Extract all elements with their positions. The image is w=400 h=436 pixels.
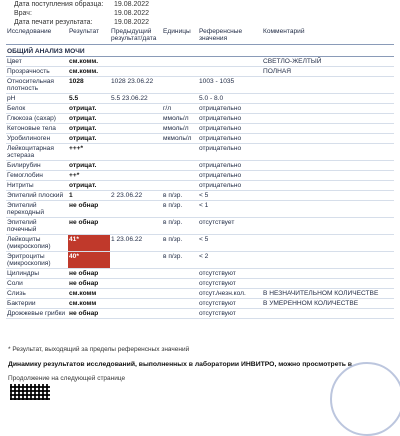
result-value: не обнар (68, 279, 110, 289)
comment (262, 104, 394, 114)
table-row (6, 289, 394, 299)
reference-range: отсутствуют (198, 309, 262, 319)
reference-range: отсут./незн.кол. (198, 289, 262, 299)
previous-result: 2 23.06.22 (110, 191, 162, 201)
previous-result (110, 124, 162, 134)
units: в п/зр. (162, 201, 198, 218)
units (162, 67, 198, 77)
header-row (14, 9, 149, 18)
previous-result (110, 144, 162, 161)
test-name: pH (6, 94, 68, 104)
comment (262, 218, 394, 235)
table-row (6, 161, 394, 171)
result-value: 1028 (68, 77, 110, 94)
reference-range: отрицательно (198, 181, 262, 191)
table-row (6, 104, 394, 114)
units (162, 144, 198, 161)
reference-range: отрицательно (198, 171, 262, 181)
header-value: 19.08.2022 (114, 1, 150, 8)
table-row (6, 171, 394, 181)
previous-result (110, 171, 162, 181)
table-row (6, 218, 394, 235)
col-header-units: Единицы (162, 26, 198, 45)
reference-range (198, 67, 262, 77)
header-label: Дата печати результата: (14, 19, 93, 26)
header-label: Дата поступления образца: (14, 1, 104, 8)
test-name: Бактерии (6, 299, 68, 309)
test-name: Эпителий переходный (6, 201, 68, 218)
table-row (6, 114, 394, 124)
reference-range: отсутствуют (198, 279, 262, 289)
test-name: Цвет (6, 57, 68, 67)
section-title-row (6, 45, 394, 57)
units: в п/зр. (162, 235, 198, 252)
reference-range: отрицательно (198, 114, 262, 124)
units: ммоль/л (162, 114, 198, 124)
result-value: отрицат. (68, 104, 110, 114)
test-name: Относительная плотность (6, 77, 68, 94)
units (162, 94, 198, 104)
units (162, 269, 198, 279)
dynamics-note: Динамику результатов исследований, выполненных в лаборатории ИНВИТРО, можно просмотреть в (8, 361, 352, 368)
units (162, 309, 198, 319)
reference-range: отсутствуют (198, 299, 262, 309)
test-name: Глюкоза (сахар) (6, 114, 68, 124)
previous-result (110, 161, 162, 171)
result-value: ++* (68, 171, 110, 181)
table-row (6, 67, 394, 77)
comment (262, 94, 394, 104)
result-value: см.комм (68, 289, 110, 299)
comment: В УМЕРЕННОМ КОЛИЧЕСТВЕ (262, 299, 394, 309)
comment: СВЕТЛО-ЖЕЛТЫЙ (262, 57, 394, 67)
table-row (6, 299, 394, 309)
result-value: см.комм. (68, 67, 110, 77)
previous-result (110, 269, 162, 279)
previous-result (110, 218, 162, 235)
results-table (6, 26, 394, 319)
result-value: см.комм. (68, 57, 110, 67)
comment (262, 279, 394, 289)
result-value: см.комм (68, 299, 110, 309)
test-name: Билирубин (6, 161, 68, 171)
comment (262, 309, 394, 319)
comment (262, 171, 394, 181)
units (162, 299, 198, 309)
comment (262, 114, 394, 124)
table-row (6, 235, 394, 252)
previous-result (110, 252, 162, 269)
report-header (14, 0, 149, 27)
previous-result (110, 201, 162, 218)
comment (262, 124, 394, 134)
table-row (6, 144, 394, 161)
comment (262, 191, 394, 201)
reference-range: отсутствуют (198, 269, 262, 279)
test-name: Слизь (6, 289, 68, 299)
units (162, 171, 198, 181)
units: г/л (162, 104, 198, 114)
reference-range: < 2 (198, 252, 262, 269)
test-name: Эпителий почечный (6, 218, 68, 235)
previous-result (110, 289, 162, 299)
comment (262, 77, 394, 94)
table-row (6, 124, 394, 134)
reference-range: отрицательно (198, 104, 262, 114)
reference-range: < 5 (198, 235, 262, 252)
footnote: * Результат, выходящий за пределы референсных значений (8, 346, 190, 353)
table-row (6, 134, 394, 144)
test-name: Белок (6, 104, 68, 114)
col-header-test: Исследование (6, 26, 68, 45)
units (162, 57, 198, 67)
result-value: отрицат. (68, 181, 110, 191)
reference-range (198, 57, 262, 67)
test-name: Уробилиноген (6, 134, 68, 144)
reference-range: отрицательно (198, 124, 262, 134)
previous-result (110, 57, 162, 67)
units (162, 289, 198, 299)
table-row (6, 269, 394, 279)
header-row (14, 0, 149, 9)
section-title: ОБЩИЙ АНАЛИЗ МОЧИ (6, 45, 394, 57)
header-value: 19.08.2022 (114, 19, 150, 26)
result-value: не обнар (68, 218, 110, 235)
comment (262, 235, 394, 252)
test-name: Эпителий плоский (6, 191, 68, 201)
comment (262, 161, 394, 171)
result-value: не обнар (68, 309, 110, 319)
table-row (6, 201, 394, 218)
comment (262, 144, 394, 161)
header-value: 19.08.2022 (114, 10, 150, 17)
reference-range: отрицательно (198, 161, 262, 171)
col-header-comment: Комментарий (262, 26, 394, 45)
col-header-result: Результат (68, 26, 110, 45)
units: в п/зр. (162, 252, 198, 269)
table-row (6, 57, 394, 67)
table-row (6, 252, 394, 269)
result-value: 1 (68, 191, 110, 201)
comment (262, 201, 394, 218)
qr-code (10, 384, 50, 400)
units: ммоль/л (162, 124, 198, 134)
table-row (6, 309, 394, 319)
comment (262, 269, 394, 279)
previous-result (110, 181, 162, 191)
reference-range: отрицательно (198, 144, 262, 161)
previous-result (110, 67, 162, 77)
test-name: Нитриты (6, 181, 68, 191)
comment (262, 134, 394, 144)
test-name: Гемоглобин (6, 171, 68, 181)
test-name: Лейкоциты (микроскопия) (6, 235, 68, 252)
lab-stamp (330, 362, 400, 436)
units: в п/зр. (162, 218, 198, 235)
table-header-row (6, 26, 394, 45)
result-value: +++* (68, 144, 110, 161)
table-row (6, 191, 394, 201)
test-name: Соли (6, 279, 68, 289)
comment (262, 252, 394, 269)
table-row (6, 94, 394, 104)
test-name: Кетоновые тела (6, 124, 68, 134)
comment: ПОЛНАЯ (262, 67, 394, 77)
previous-result: 1 23.06.22 (110, 235, 162, 252)
reference-range: отсутствует (198, 218, 262, 235)
previous-result: 1028 23.06.22 (110, 77, 162, 94)
previous-result (110, 309, 162, 319)
result-value: не обнар (68, 269, 110, 279)
test-name: Прозрачность (6, 67, 68, 77)
test-name: Цилиндры (6, 269, 68, 279)
col-header-previous: Предыдущий результат/дата (110, 26, 162, 45)
reference-range: отрицательно (198, 134, 262, 144)
result-value: отрицат. (68, 124, 110, 134)
result-value: 5.5 (68, 94, 110, 104)
reference-range: 5.0 - 8.0 (198, 94, 262, 104)
continued-note: Продолжение на следующей странице (8, 375, 126, 382)
comment: В НЕЗНАЧИТЕЛЬНОМ КОЛИЧЕСТВЕ (262, 289, 394, 299)
units: мкмоль/л (162, 134, 198, 144)
result-value: 41* (68, 235, 110, 252)
result-value: отрицат. (68, 114, 110, 124)
units: в п/зр. (162, 191, 198, 201)
units (162, 181, 198, 191)
result-value: отрицат. (68, 134, 110, 144)
previous-result (110, 104, 162, 114)
units (162, 77, 198, 94)
result-value: отрицат. (68, 161, 110, 171)
result-value: 40* (68, 252, 110, 269)
table-row (6, 279, 394, 289)
table-row (6, 181, 394, 191)
reference-range: < 5 (198, 191, 262, 201)
previous-result (110, 279, 162, 289)
table-row (6, 77, 394, 94)
header-label: Врач: (14, 10, 32, 17)
previous-result (110, 299, 162, 309)
comment (262, 181, 394, 191)
previous-result (110, 134, 162, 144)
previous-result: 5.5 23.06.22 (110, 94, 162, 104)
result-value: не обнар (68, 201, 110, 218)
col-header-reference: Референсные значения (198, 26, 262, 45)
test-name: Дрожжевые грибки (6, 309, 68, 319)
test-name: Эритроциты (микроскопия) (6, 252, 68, 269)
previous-result (110, 114, 162, 124)
reference-range: < 1 (198, 201, 262, 218)
reference-range: 1003 - 1035 (198, 77, 262, 94)
units (162, 161, 198, 171)
units (162, 279, 198, 289)
test-name: Лейкоцитарная эстераза (6, 144, 68, 161)
